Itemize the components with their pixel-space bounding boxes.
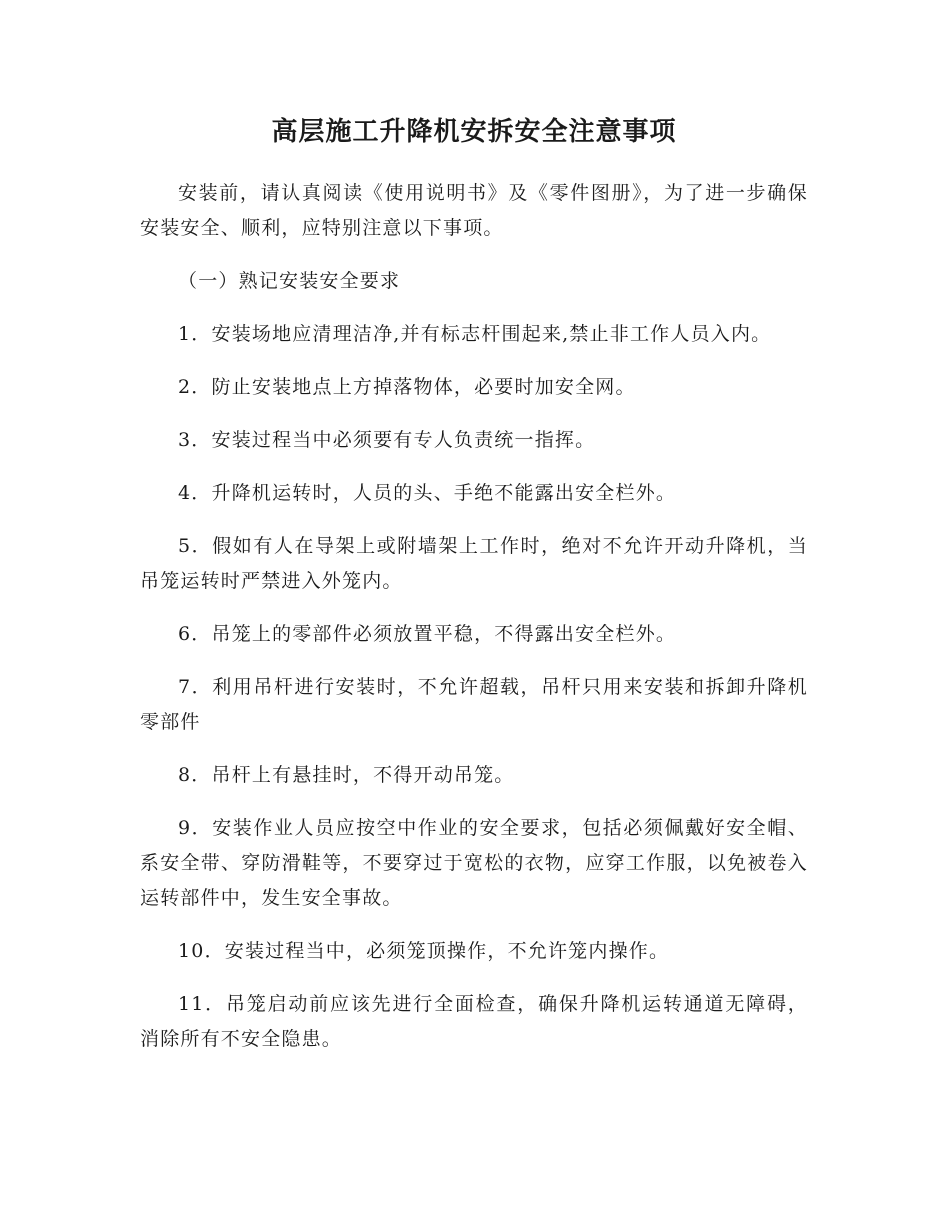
section-heading: （一）熟记安装安全要求 (178, 270, 401, 292)
rule-item-10: 10．安装过程当中，必须笼顶操作，不允许笼内操作。 (178, 940, 670, 962)
rule-item-11: 11．吊笼启动前应该先进行全面检查，确保升降机运转通道无障碍，消除所有不安全隐患。 (140, 993, 808, 1050)
rule-item-9: 9．安装作业人员应按空中作业的安全要求，包括必须佩戴好安全帽、系安全带、穿防滑鞋等，不要穿过于宽松的衣物，应穿工作服，以免被卷入运转部件中，发生安全事故。 (140, 817, 808, 909)
document-page (140, 112, 808, 1075)
rule-item-8: 8．吊杆上有悬挂时，不得开动吊笼。 (178, 764, 515, 786)
document-title: 高层施工升降机安拆安全注意事项 (271, 117, 677, 147)
rule-item-2: 2．防止安装地点上方掉落物体，必要时加安全网。 (178, 376, 636, 398)
rule-item-3: 3．安装过程当中必须要有专人负责统一指挥。 (178, 429, 596, 451)
intro-paragraph: 安装前，请认真阅读《使用说明书》及《零件图册》，为了进一步确保安装安全、顺利，应特别注意以下事项。 (140, 182, 808, 239)
rule-item-1: 1．安装场地应清理洁净,并有标志杆围起来,禁止非工作人员入内。 (178, 323, 772, 345)
rule-item-5: 5．假如有人在导架上或附墙架上工作时，绝对不允许开动升降机，当吊笼运转时严禁进入外笼内。 (140, 535, 808, 592)
rule-item-4: 4．升降机运转时，人员的头、手绝不能露出安全栏外。 (178, 482, 677, 504)
rule-item-7: 7．利用吊杆进行安装时，不允许超载，吊杆只用来安装和拆卸升降机零部件 (140, 676, 808, 733)
rule-item-6: 6．吊笼上的零部件必须放置平稳，不得露出安全栏外。 (178, 623, 677, 645)
